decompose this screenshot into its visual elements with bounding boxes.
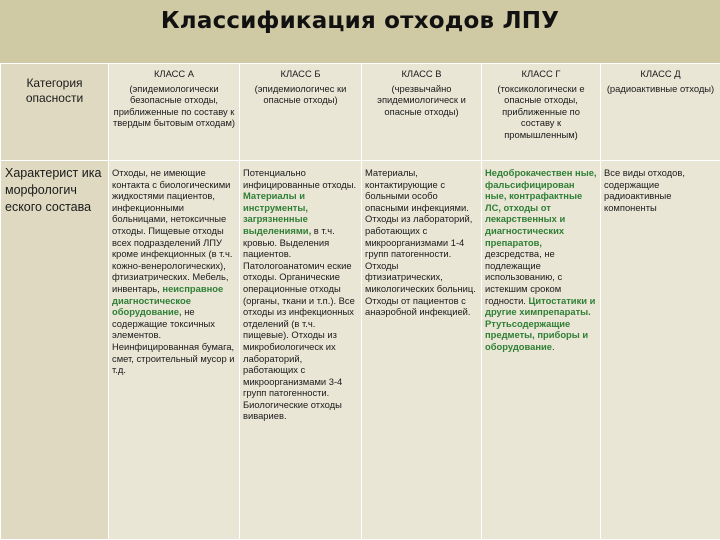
class-d-header (482, 64, 601, 161)
class-c-text: Материалы, контактирующие с больными особо опасными инфекциями. Отходы из лабораторий, работающих с микроорганизмами 1-4 групп патогенности. Отходы фтизиатрических, микологических больниц. Отходы от пациентов с анаэробной инфекцией. (365, 167, 476, 318)
category-header (1, 64, 109, 161)
class-d-text-1: дезсредства, не подлежащие использованию, с истекшим сроком годности. (485, 248, 563, 306)
class-e-text: Все виды отходов, содержащие радиоактивные компоненты (604, 167, 685, 213)
class-e-composition (601, 161, 720, 540)
class-b-name: КЛАСС Б (280, 68, 321, 79)
class-a-header (109, 64, 240, 161)
class-e-desc: (радиоактивные отходы) (606, 82, 715, 94)
category-header-label: Категория опасности (25, 76, 84, 105)
class-d-text-2: . (552, 340, 555, 352)
page-title: Классификация отходов ЛПУ (160, 8, 560, 34)
composition-category (1, 161, 109, 540)
class-d-desc: (токсикологически е опасные отходы, приближенные по составу к промышленным) (497, 82, 585, 140)
class-d-highlight-1: Недоброкачествен ные, фальсифицирован ные, контрафактные ЛС, отходы от лекарственных и диагностических препаратов, (485, 167, 597, 248)
header-row (1, 64, 720, 161)
class-a-name: КЛАСС А (153, 68, 195, 79)
classification-table (0, 63, 720, 540)
class-c-name: КЛАСС В (401, 68, 442, 79)
class-c-desc: (чрезвычайно эпидемиологическ и опасные отходы) (377, 82, 466, 117)
class-d-highlight-2: Цитостатики и другие химпрепараты. Ртутьсодержащие предметы, приборы и оборудование (485, 294, 596, 352)
class-a-text-1: Отходы, не имеющие контакта с биологическими жидкостями пациентов, инфекционными больницами, нетоксичные отходы. Пищевые отходы всех подразделений ЛПУ кроме инфекционных (в т.ч. кожно-венерологических), фтизиатрических. Мебель, инвентарь, (112, 167, 233, 294)
class-d-name: КЛАСС Г (521, 68, 561, 79)
class-a-text-2: не содержащие токсичных элементов. Неинфицированная бумага, смет, строительный мусор и т.д. (112, 306, 235, 376)
class-a-highlight: неисправное диагностическое оборудование, (112, 282, 224, 318)
class-b-header (240, 64, 362, 161)
class-b-desc: (эпидемиологичес ки опасные отходы) (254, 82, 347, 106)
class-a-composition (109, 161, 240, 540)
composition-category-label: Характерист ика морфологич еского состава (5, 166, 102, 214)
class-e-name: КЛАСС Д (640, 68, 681, 79)
class-a-desc: (эпидемиологически безопасные отходы, приближенные по составу к твердым бытовым отходам) (112, 82, 236, 129)
composition-row (1, 161, 720, 540)
class-c-header (362, 64, 482, 161)
class-b-highlight: Материалы и инструменты, загрязненные выделениями, (243, 190, 312, 236)
class-b-text-2: в т.ч. кровью. Выделения пациентов. Патологоанатомич еские отходы. Органические операционные отходы (органы, ткани и т.п.). Все отходы из инфекционных отделений (в т.ч. пищевые). Отходы из микробиологическ их лабораторий, работающих с микроорганизмами 3-4 групп патогенности. Биологические отходы вивариев. (243, 224, 355, 422)
class-b-composition (240, 161, 362, 540)
class-d-composition (482, 161, 601, 540)
class-c-composition (362, 161, 482, 540)
class-b-text-1: Потенциально инфицированные отходы. (243, 167, 357, 190)
class-e-header (601, 64, 720, 161)
